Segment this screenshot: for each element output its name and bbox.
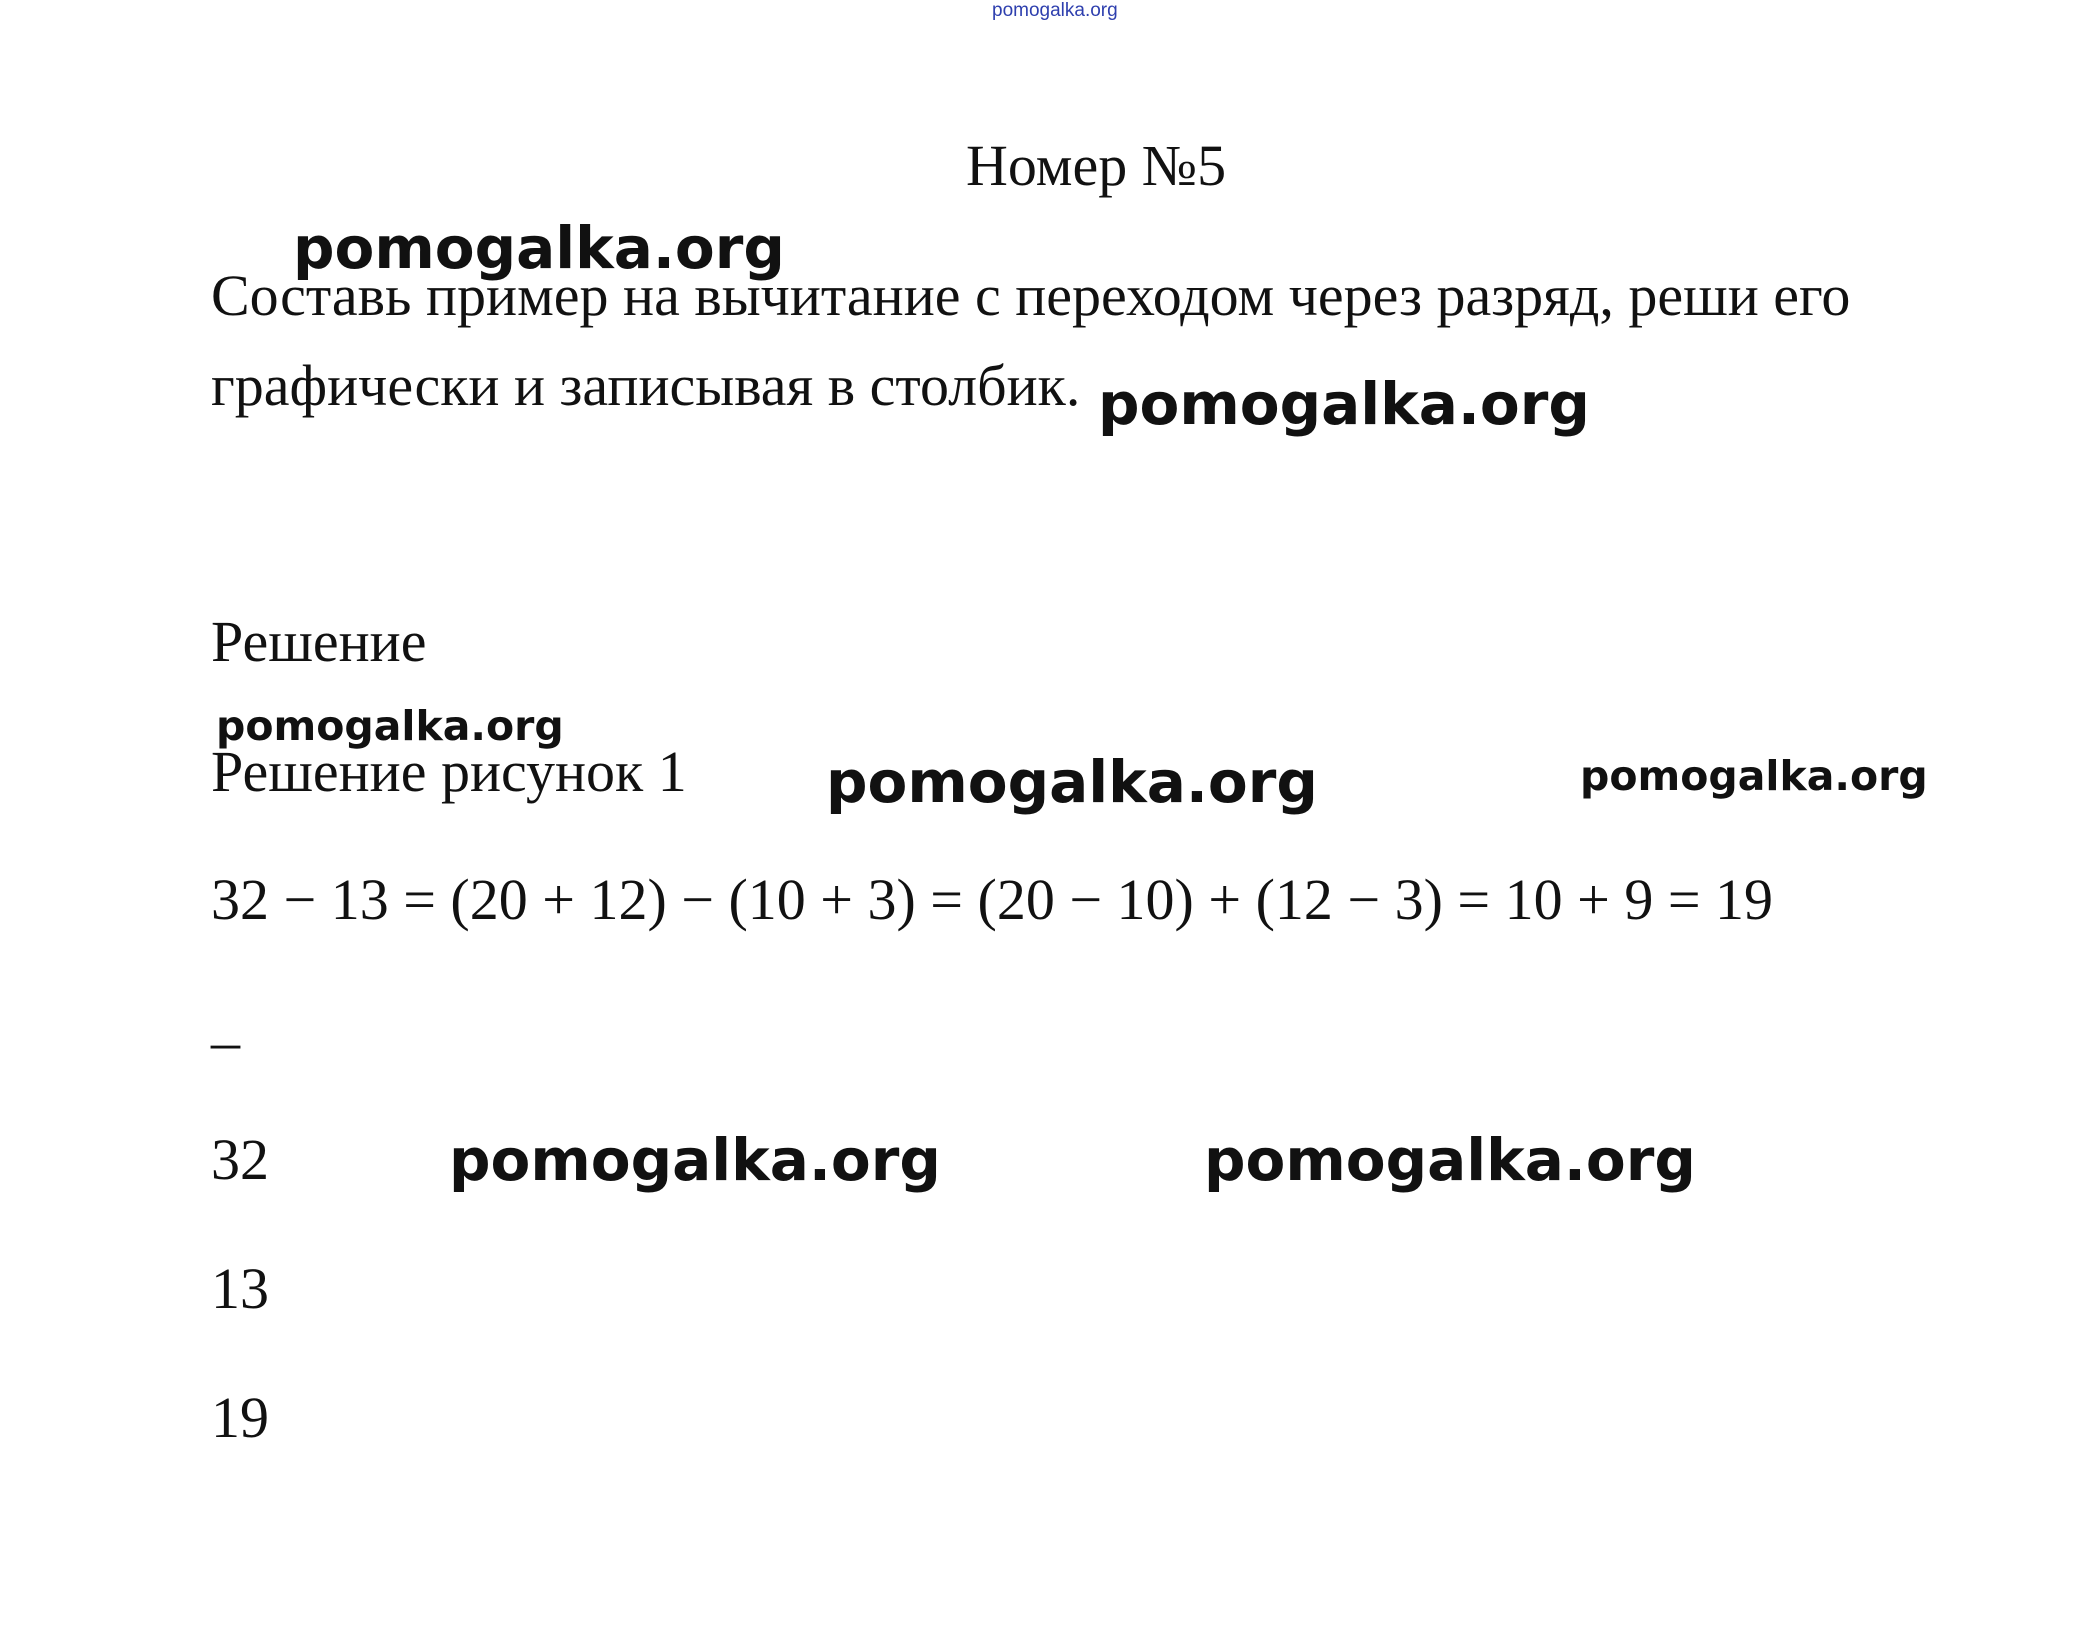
figure-caption: Решение рисунок 1 xyxy=(211,739,687,804)
watermark: pomogalka.org xyxy=(1098,370,1590,438)
solution-heading: Решение xyxy=(211,609,427,674)
column-subtrahend: 13 xyxy=(211,1256,269,1321)
watermark: pomogalka.org xyxy=(449,1126,941,1194)
page-title: Номер №5 xyxy=(966,133,1227,198)
watermark: pomogalka.org xyxy=(826,748,1318,816)
column-operator: _ xyxy=(211,989,240,1054)
column-minuend: 32 xyxy=(211,1127,269,1192)
top-watermark: pomogalka.org xyxy=(992,0,1118,21)
equation: 32 − 13 = (20 + 12) − (10 + 3) = (20 − 10) + (12 − 3) = 10 + 9 = 19 xyxy=(211,867,1774,932)
watermark: pomogalka.org xyxy=(216,702,564,750)
watermark: pomogalka.org xyxy=(293,214,785,282)
watermark: pomogalka.org xyxy=(1204,1126,1696,1194)
task-line-2: графически и записывая в столбик. xyxy=(211,353,1081,418)
task-line-1: Составь пример на вычитание с переходом через разряд, реши его xyxy=(211,263,1851,328)
watermark: pomogalka.org xyxy=(1580,752,1928,800)
column-result: 19 xyxy=(211,1385,269,1450)
